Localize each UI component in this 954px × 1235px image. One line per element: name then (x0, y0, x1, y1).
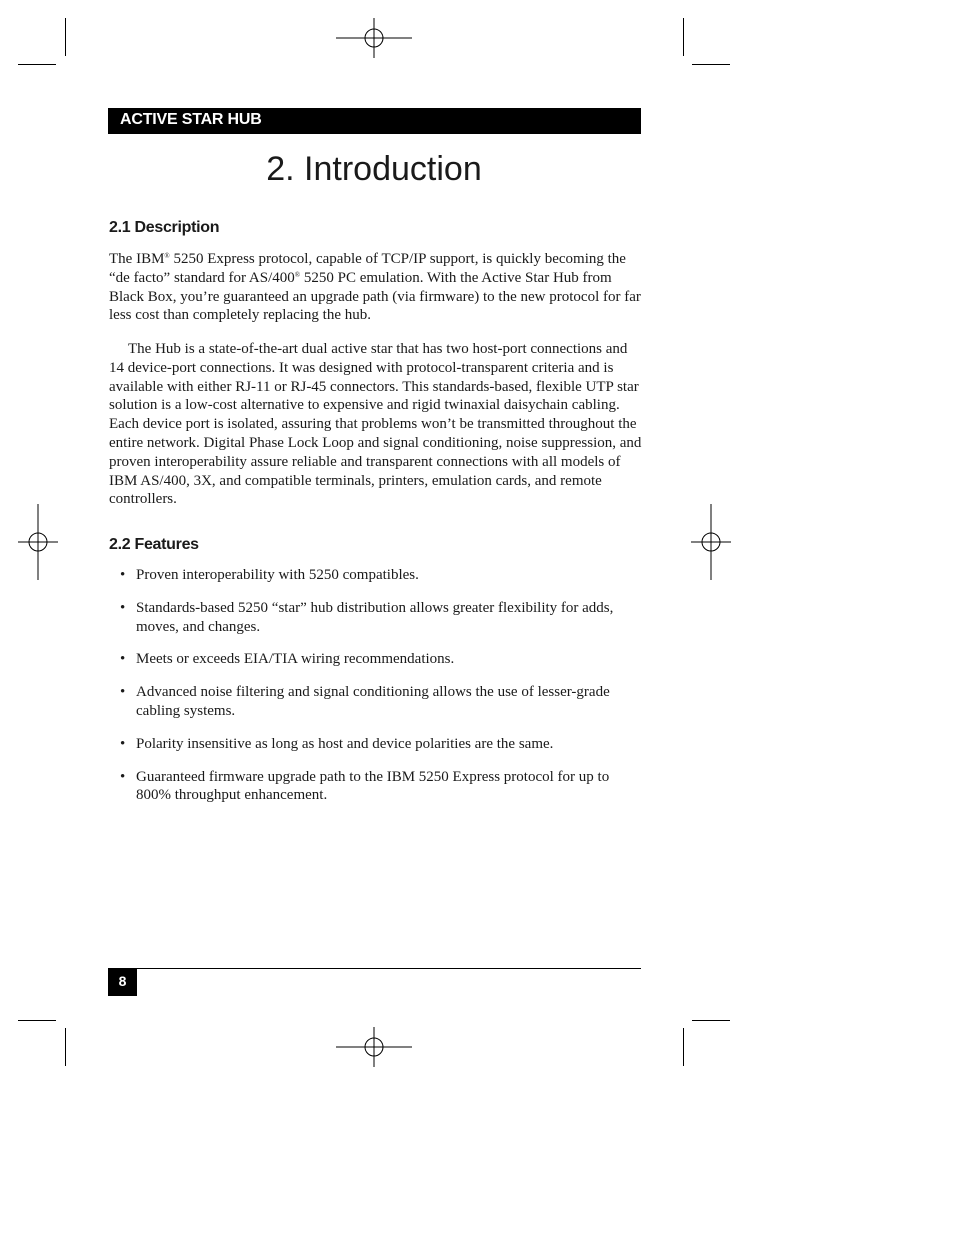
registration-mark-right (691, 504, 731, 580)
list-item (109, 566, 642, 585)
registration-mark-left (18, 504, 58, 580)
running-header-title: ACTIVE STAR HUB (120, 111, 262, 128)
crop-mark (18, 1020, 56, 1021)
chapter-title: 2. Introduction (266, 150, 482, 188)
list-item (109, 735, 642, 754)
list-item (109, 599, 642, 637)
crop-mark (18, 64, 56, 65)
section-heading-features: 2.2 Features (109, 536, 199, 553)
registration-mark-top (336, 18, 412, 58)
bullet-icon: • (120, 651, 126, 668)
running-header (108, 108, 641, 134)
bullet-icon: • (120, 567, 126, 583)
crop-mark (65, 1028, 66, 1066)
section-heading-description: 2.1 Description (109, 219, 220, 236)
crop-mark (683, 18, 684, 56)
bullet-icon: • (120, 599, 126, 616)
footer-rule (108, 968, 641, 969)
bullet-icon: • (120, 684, 126, 701)
list-item-text: Standards-based 5250 “star” hub distribution allows greater flexibility for adds, moves, and changes. (136, 599, 614, 635)
registered-mark: ® (164, 252, 170, 260)
crop-mark (65, 18, 66, 56)
crop-mark (683, 1028, 684, 1066)
text-run: 5250 Express protocol, capable of TCP/IP support, is quickly becoming the “de facto” standard for AS/400 (109, 251, 626, 286)
registered-mark: ® (294, 270, 301, 279)
list-item (109, 683, 642, 721)
list-item-text: Meets or exceeds EIA/TIA wiring recommendations. (136, 651, 455, 668)
description-paragraph-2: The Hub is a state-of-the-art dual active star that has two host-port connections and 14 device-port connections. It was designed with protocol-transparent criteria and is available with either RJ-11 or RJ-45 connectors. This standards-based, flexible UTP star solution is a low-cost alternative to expensive and rigid twinaxial daisychain cabling. Each device port is isolated, assuring that problems won’t be transmitted throughout the entire network. Digital Phase Lock Loop and signal conditioning, noise suppression, and proven interoperability assure reliable and transparent connections with all models of IBM AS/400, 3X, and compatible terminals, printers, emulation cards, and remote controllers. (109, 341, 642, 508)
text-run: The IBM (109, 251, 165, 267)
crop-mark (692, 64, 730, 65)
description-paragraph-1 (109, 250, 642, 325)
registration-mark-bottom (336, 1027, 412, 1067)
features-list (109, 566, 642, 819)
list-item (109, 768, 642, 806)
list-item-text: Proven interoperability with 5250 compatibles. (136, 567, 419, 583)
bullet-icon: • (120, 768, 126, 785)
list-item-text: Guaranteed firmware upgrade path to the IBM 5250 Express protocol for up to 800% throughput enhancement. (136, 768, 610, 804)
list-item-text: Polarity insensitive as long as host and device polarities are the same. (136, 735, 554, 752)
list-item (109, 650, 642, 669)
page-number: 8 (118, 973, 127, 989)
list-item-text: Advanced noise filtering and signal conditioning allows the use of lesser-grade cabling systems. (136, 684, 610, 719)
page-number-box (108, 968, 137, 996)
text-run: 5250 PC emulation. With the Active Star Hub from Black Box, you’re guaranteed an upgrade path (via firmware) to the new protocol for far less cost than completely replacing the hub. (109, 269, 641, 324)
bullet-icon: • (120, 735, 126, 752)
crop-mark (692, 1020, 730, 1021)
